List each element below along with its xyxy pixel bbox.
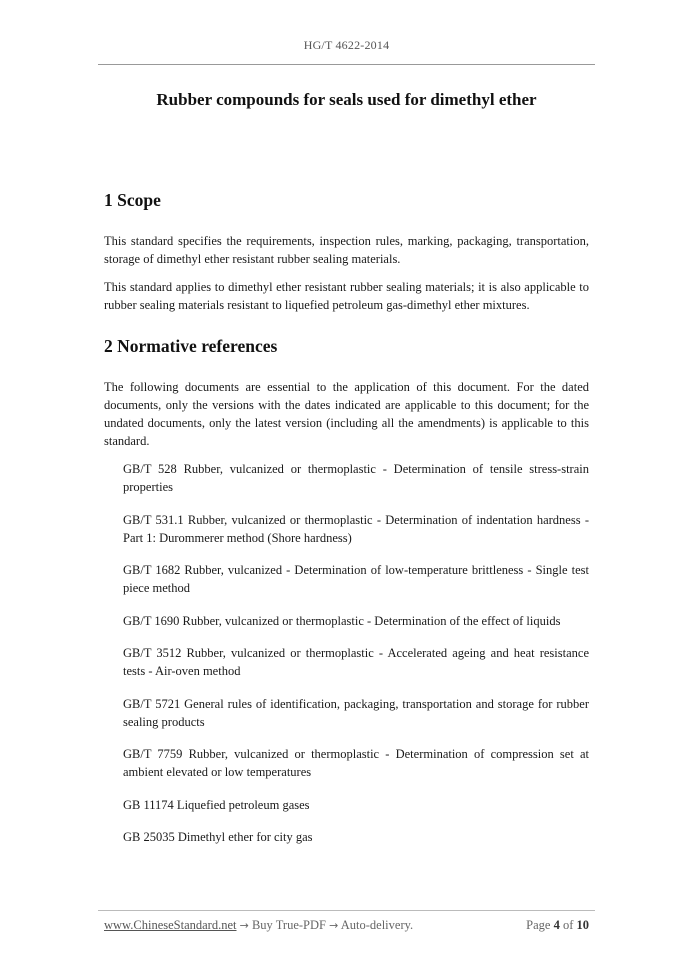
arrow-right-icon: → bbox=[329, 919, 339, 932]
buy-text: Buy True-PDF bbox=[251, 918, 326, 932]
site-link[interactable]: www.ChineseStandard.net bbox=[104, 918, 237, 932]
section-heading: 1 Scope bbox=[104, 190, 161, 210]
reference-item: GB/T 1682 Rubber, vulcanized - Determination of low-temperature brittleness - Single test piece method bbox=[123, 563, 589, 595]
reference-item: GB/T 528 Rubber, vulcanized or thermoplastic - Determination of tensile stress-strain properties bbox=[123, 462, 589, 494]
reference-list bbox=[104, 460, 589, 846]
page-indicator bbox=[526, 918, 589, 933]
reference-item: GB 25035 Dimethyl ether for city gas bbox=[123, 830, 313, 844]
section-normative-references bbox=[104, 334, 589, 846]
footer-promo bbox=[104, 918, 413, 933]
reference-item: GB 11174 Liquefied petroleum gases bbox=[123, 797, 310, 812]
page-label: Page bbox=[526, 918, 551, 932]
paragraph: The following documents are essential to the application of this document. For the dated documents, only the versions with the dates indicated are applicable to this document; for the undated documents, only the latest version (including all the amendments) is applicable to this standard. bbox=[104, 380, 589, 448]
document-body bbox=[104, 188, 589, 861]
arrow-right-icon: → bbox=[239, 919, 249, 932]
reference-item: GB/T 531.1 Rubber, vulcanized or thermoplastic - Determination of indentation hardness - Part 1: Durommerer method (Shore hardness) bbox=[123, 512, 589, 545]
section-heading: 2 Normative references bbox=[104, 336, 278, 356]
reference-item: GB/T 3512 Rubber, vulcanized or thermoplastic - Accelerated ageing and heat resistance tests - Air-oven method bbox=[123, 646, 589, 678]
paragraph: This standard specifies the requirements, inspection rules, marking, packaging, transportation, storage of dimethyl ether resistant rubber sealing materials. bbox=[104, 234, 589, 266]
reference-item: GB/T 5721 General rules of identification, packaging, transportation and storage for rubber sealing products bbox=[123, 696, 589, 729]
running-header: HG/T 4622-2014 bbox=[303, 38, 390, 52]
page-current: 4 bbox=[553, 918, 560, 932]
reference-item: GB/T 1690 Rubber, vulcanized or thermoplastic - Determination of the effect of liquids bbox=[123, 613, 561, 628]
page-total: 10 bbox=[576, 918, 589, 932]
reference-item: GB/T 7759 Rubber, vulcanized or thermoplastic - Determination of compression set at ambient elevated or low temperatures bbox=[123, 747, 589, 779]
header-divider bbox=[98, 64, 595, 65]
section-scope bbox=[104, 188, 589, 314]
delivery-text: Auto-delivery. bbox=[340, 918, 414, 932]
of-label: of bbox=[562, 918, 574, 932]
footer-divider bbox=[98, 910, 595, 911]
paragraph: This standard applies to dimethyl ether resistant rubber sealing materials; it is also applicable to rubber sealing materials resistant to liquefied petroleum gas-dimethyl ether mixtures. bbox=[104, 280, 589, 312]
document-title: Rubber compounds for seals used for dimethyl ether bbox=[156, 90, 537, 109]
